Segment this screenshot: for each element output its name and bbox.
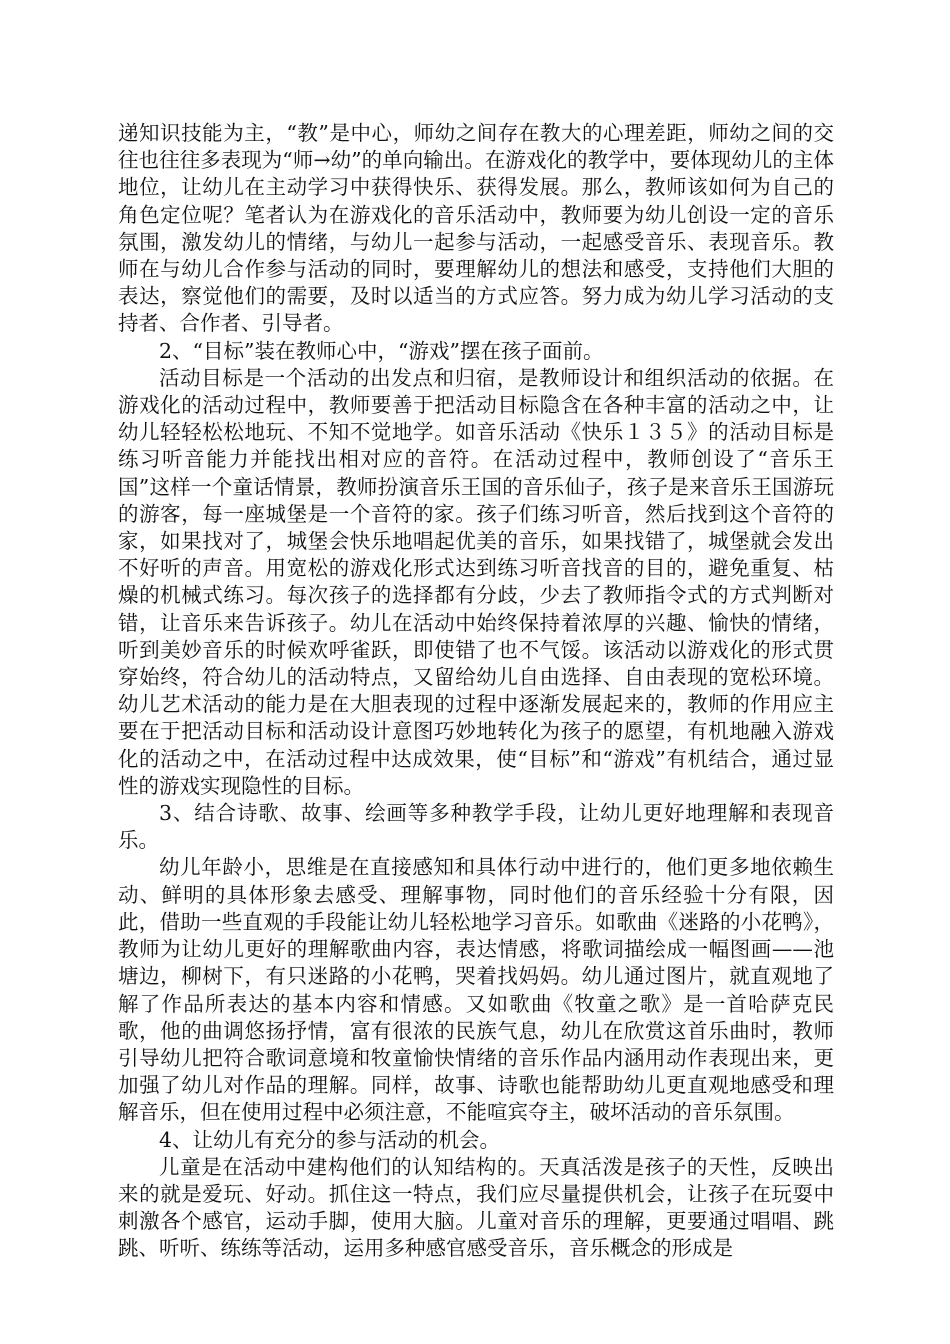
section-heading-4: 4、让幼儿有充分的参与活动的机会。 [159, 1127, 501, 1152]
paragraph-continuation: 递知识技能为主，“教”是中心，师幼之间存在教大的心理差距，师幼之间的交往也往往多表现为“师→幼”的单向输出。在游戏化的教学中，要体现幼儿的主体地位，让幼儿在主动学习中获得快乐、获得发展。那么，教师该如何为自己的角色定位呢？笔者认为在游戏化的音乐活动中，教师要为幼儿创设一定的音乐氛围，激发幼儿的情绪，与幼儿一起参与活动，一起感受音乐、表现音乐。教师在与幼儿合作参与活动的同时，要理解幼儿的想法和感受，支持他们大胆的表达，察觉他们的需要，及时以适当的方式应答。努力成为幼儿学习活动的支持者、合作者、引导者。 [118, 121, 834, 336]
section-heading-2: 2、“目标”装在教师心中，“游戏”摆在孩子面前。 [159, 338, 604, 363]
paragraph-goals: 活动目标是一个活动的出发点和归宿，是教师设计和组织活动的依据。在游戏化的活动过程中，教师要善于把活动目标隐含在各种丰富的活动之中，让幼儿轻轻松松地玩、不知不觉地学。如音乐活动《快乐１３５》的活动目标是练习听音能力并能找出相对应的音符。在活动过程中，教师创设了“音乐王国”这样一个童话情景，教师扮演音乐王国的音乐仙子，孩子是来音乐王国游玩的游客，每一座城堡是一个音符的家。孩子们练习听音，然后找到这个音符的家，如果找对了，城堡会快乐地唱起优美的音乐，如果找错了，城堡就会发出不好听的声音。用宽松的游戏化形式达到练习听音找音的目的，避免重复、枯燥的机械式练习。每次孩子的选择都有分歧，少去了教师指令式的方式判断对错，让音乐来告诉孩子。幼儿在活动中始终保持着浓厚的兴趣、愉快的情绪，听到美妙音乐的时候欢呼雀跃，即使错了也不气馁。该活动以游戏化的形式贯穿始终，符合幼儿的活动特点，又留给幼儿自由选择、自由表现的宽松环境。幼儿艺术活动的能力是在大胆表现的过程中逐渐发展起来的，教师的作用应主要在于把活动目标和活动设计意图巧妙地转化为孩子的愿望，有机地融入游戏化的活动之中，在活动过程中达成效果，使“目标”和“游戏”有机结合，通过显性的游戏实现隐性的目标。 [118, 365, 834, 798]
section-heading-3: 3、结合诗歌、故事、绘画等多种教学手段，让幼儿更好地理解和表现音乐。 [118, 801, 834, 853]
document-body [118, 120, 834, 1263]
paragraph-participation: 儿童是在活动中建构他们的认知结构的。天真活泼是孩子的天性，反映出来的就是爱玩、好动。抓住这一特点，我们应尽量提供机会，让孩子在玩耍中刺激各个感官，运动手脚，使用大脑。儿童对音乐的理解，更要通过唱唱、跳跳、听听、练练等活动，运用多种感官感受音乐，音乐概念的形成是 [118, 1154, 834, 1261]
paragraph-teaching-methods: 幼儿年龄小，思维是在直接感知和具体行动中进行的，他们更多地依赖生动、鲜明的具体形象去感受、理解事物，同时他们的音乐经验十分有限，因此，借助一些直观的手段能让幼儿轻松地学习音乐。如歌曲《迷路的小花鸭》，教师为让幼儿更好的理解歌曲内容，表达情感，将歌词描绘成一幅图画——池塘边，柳树下，有只迷路的小花鸭，哭着找妈妈。幼儿通过图片，就直观地了解了作品所表达的基本内容和情感。又如歌曲《牧童之歌》是一首哈萨克民歌，他的曲调悠扬抒情，富有很浓的民族气息，幼儿在欣赏这首乐曲时，教师引导幼儿把符合歌词意境和牧童愉快情绪的音乐作品内涵用动作表现出来，更加强了幼儿对作品的理解。同样，故事、诗歌也能帮助幼儿更直观地感受和理解音乐，但在使用过程中必须注意，不能喧宾夺主，破坏活动的音乐氛围。 [118, 855, 834, 1125]
